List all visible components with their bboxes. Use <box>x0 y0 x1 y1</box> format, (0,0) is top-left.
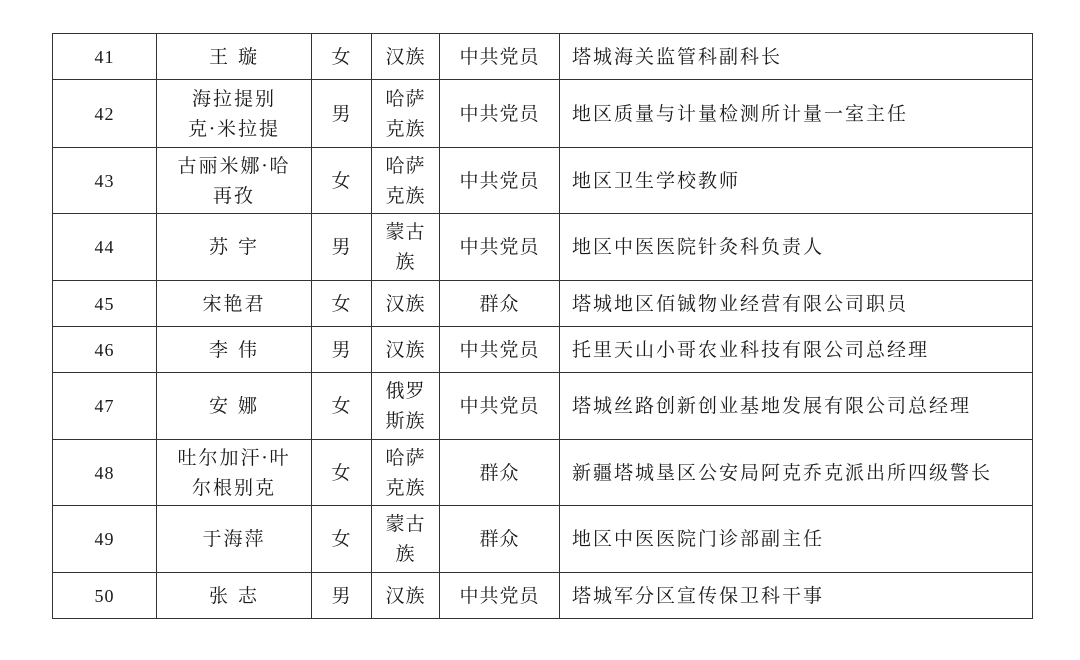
position-cell <box>560 148 1033 214</box>
name-cell-text: 王 璇 <box>208 45 260 68</box>
position-cell-text: 地区中医医院门诊部副主任 <box>572 528 825 550</box>
row-number-cell-text: 47 <box>94 396 115 416</box>
table-row <box>53 506 1033 573</box>
position-cell-text: 塔城海关监管科副科长 <box>572 45 783 68</box>
name-cell-text: 吐尔加汗·叶 尔根别克 <box>177 446 291 499</box>
name-cell-text: 古丽米娜·哈 再孜 <box>177 154 291 207</box>
name-cell-text: 苏 宇 <box>208 236 260 258</box>
position-cell <box>560 440 1033 506</box>
gender-cell <box>312 506 372 573</box>
political-status-cell-text: 群众 <box>479 292 520 315</box>
name-cell-text: 安 娜 <box>208 395 260 417</box>
gender-cell-text: 男 <box>331 236 352 258</box>
position-cell-text: 塔城军分区宣传保卫科干事 <box>572 584 825 607</box>
ethnicity-cell-text: 汉族 <box>385 292 426 315</box>
political-status-cell <box>440 506 560 573</box>
position-cell <box>560 573 1033 619</box>
position-cell-text: 塔城丝路创新创业基地发展有限公司总经理 <box>572 395 972 417</box>
name-cell-text: 于海萍 <box>202 528 266 550</box>
ethnicity-cell <box>372 214 440 281</box>
row-number-cell-text: 43 <box>94 170 115 191</box>
row-number-cell <box>53 281 157 327</box>
name-cell <box>157 80 312 148</box>
table-row <box>53 573 1033 619</box>
name-cell <box>157 573 312 619</box>
ethnicity-cell <box>372 373 440 440</box>
political-status-cell-text: 群众 <box>479 528 520 550</box>
political-status-cell-text: 中共党员 <box>459 102 540 125</box>
gender-cell <box>312 148 372 214</box>
row-number-cell-text: 45 <box>94 293 115 314</box>
row-number-cell <box>53 80 157 148</box>
name-cell <box>157 148 312 214</box>
political-status-cell <box>440 573 560 619</box>
name-cell <box>157 506 312 573</box>
gender-cell-text: 女 <box>331 292 352 315</box>
position-cell <box>560 80 1033 148</box>
name-cell-text: 李 伟 <box>208 338 260 361</box>
position-cell <box>560 373 1033 440</box>
table-row <box>53 34 1033 80</box>
ethnicity-cell-text: 俄罗 斯族 <box>385 380 426 432</box>
table-row <box>53 281 1033 327</box>
row-number-cell <box>53 148 157 214</box>
position-cell-text: 塔城地区佰铖物业经营有限公司职员 <box>572 292 909 315</box>
ethnicity-cell-text: 哈萨 克族 <box>385 446 426 499</box>
position-cell <box>560 506 1033 573</box>
name-cell <box>157 214 312 281</box>
row-number-cell <box>53 506 157 573</box>
gender-cell <box>312 373 372 440</box>
gender-cell <box>312 80 372 148</box>
gender-cell <box>312 214 372 281</box>
row-number-cell-text: 50 <box>94 585 115 606</box>
roster-table <box>52 33 1033 619</box>
political-status-cell-text: 中共党员 <box>459 338 540 361</box>
ethnicity-cell-text: 哈萨 克族 <box>385 87 426 140</box>
position-cell <box>560 327 1033 373</box>
row-number-cell-text: 46 <box>94 339 115 360</box>
name-cell <box>157 327 312 373</box>
table-row <box>53 373 1033 440</box>
political-status-cell <box>440 148 560 214</box>
ethnicity-cell <box>372 148 440 214</box>
political-status-cell-text: 中共党员 <box>459 45 540 68</box>
position-cell-text: 托里天山小哥农业科技有限公司总经理 <box>572 338 930 361</box>
gender-cell-text: 女 <box>331 169 352 192</box>
political-status-cell-text: 中共党员 <box>459 236 540 258</box>
gender-cell-text: 女 <box>331 45 352 68</box>
position-cell <box>560 34 1033 80</box>
political-status-cell <box>440 281 560 327</box>
row-number-cell-text: 49 <box>94 529 115 549</box>
ethnicity-cell-text: 哈萨 克族 <box>385 154 426 207</box>
political-status-cell <box>440 34 560 80</box>
political-status-cell <box>440 440 560 506</box>
name-cell <box>157 34 312 80</box>
political-status-cell <box>440 373 560 440</box>
ethnicity-cell <box>372 573 440 619</box>
gender-cell <box>312 281 372 327</box>
table-row <box>53 148 1033 214</box>
position-cell-text: 地区中医医院针灸科负责人 <box>572 236 825 258</box>
row-number-cell-text: 41 <box>94 46 115 67</box>
gender-cell-text: 男 <box>331 102 352 125</box>
ethnicity-cell <box>372 440 440 506</box>
row-number-cell-text: 44 <box>94 237 115 257</box>
ethnicity-cell-text: 汉族 <box>385 584 426 607</box>
name-cell-text: 海拉提别 克·米拉提 <box>187 87 281 140</box>
name-cell <box>157 373 312 440</box>
row-number-cell <box>53 327 157 373</box>
political-status-cell-text: 群众 <box>479 461 520 484</box>
gender-cell <box>312 34 372 80</box>
position-cell <box>560 214 1033 281</box>
ethnicity-cell-text: 汉族 <box>385 45 426 68</box>
name-cell <box>157 281 312 327</box>
position-cell-text: 新疆塔城垦区公安局阿克乔克派出所四级警长 <box>572 461 993 484</box>
table-row <box>53 80 1033 148</box>
table-row <box>53 327 1033 373</box>
gender-cell <box>312 327 372 373</box>
roster-table-body <box>53 34 1033 619</box>
row-number-cell <box>53 440 157 506</box>
row-number-cell-text: 48 <box>94 462 115 483</box>
political-status-cell-text: 中共党员 <box>459 169 540 192</box>
row-number-cell <box>53 34 157 80</box>
table-row <box>53 214 1033 281</box>
political-status-cell <box>440 214 560 281</box>
row-number-cell <box>53 373 157 440</box>
roster-table-container <box>52 33 1032 619</box>
name-cell-text: 宋艳君 <box>202 292 266 315</box>
ethnicity-cell <box>372 80 440 148</box>
gender-cell-text: 女 <box>331 395 352 417</box>
position-cell-text: 地区质量与计量检测所计量一室主任 <box>572 102 909 125</box>
political-status-cell-text: 中共党员 <box>459 395 540 417</box>
ethnicity-cell-text: 汉族 <box>385 338 426 361</box>
row-number-cell-text: 42 <box>94 103 115 124</box>
position-cell <box>560 281 1033 327</box>
name-cell-text: 张 志 <box>208 584 260 607</box>
row-number-cell <box>53 214 157 281</box>
gender-cell-text: 女 <box>331 461 352 484</box>
gender-cell <box>312 440 372 506</box>
table-row <box>53 440 1033 506</box>
political-status-cell <box>440 80 560 148</box>
name-cell <box>157 440 312 506</box>
ethnicity-cell-text: 蒙古 族 <box>385 221 426 273</box>
ethnicity-cell <box>372 281 440 327</box>
row-number-cell <box>53 573 157 619</box>
gender-cell-text: 男 <box>331 584 352 607</box>
ethnicity-cell <box>372 506 440 573</box>
position-cell-text: 地区卫生学校教师 <box>572 169 741 192</box>
gender-cell-text: 男 <box>331 338 352 361</box>
gender-cell <box>312 573 372 619</box>
political-status-cell-text: 中共党员 <box>459 584 540 607</box>
ethnicity-cell <box>372 34 440 80</box>
political-status-cell <box>440 327 560 373</box>
ethnicity-cell-text: 蒙古 族 <box>385 513 426 565</box>
ethnicity-cell <box>372 327 440 373</box>
gender-cell-text: 女 <box>331 528 352 550</box>
